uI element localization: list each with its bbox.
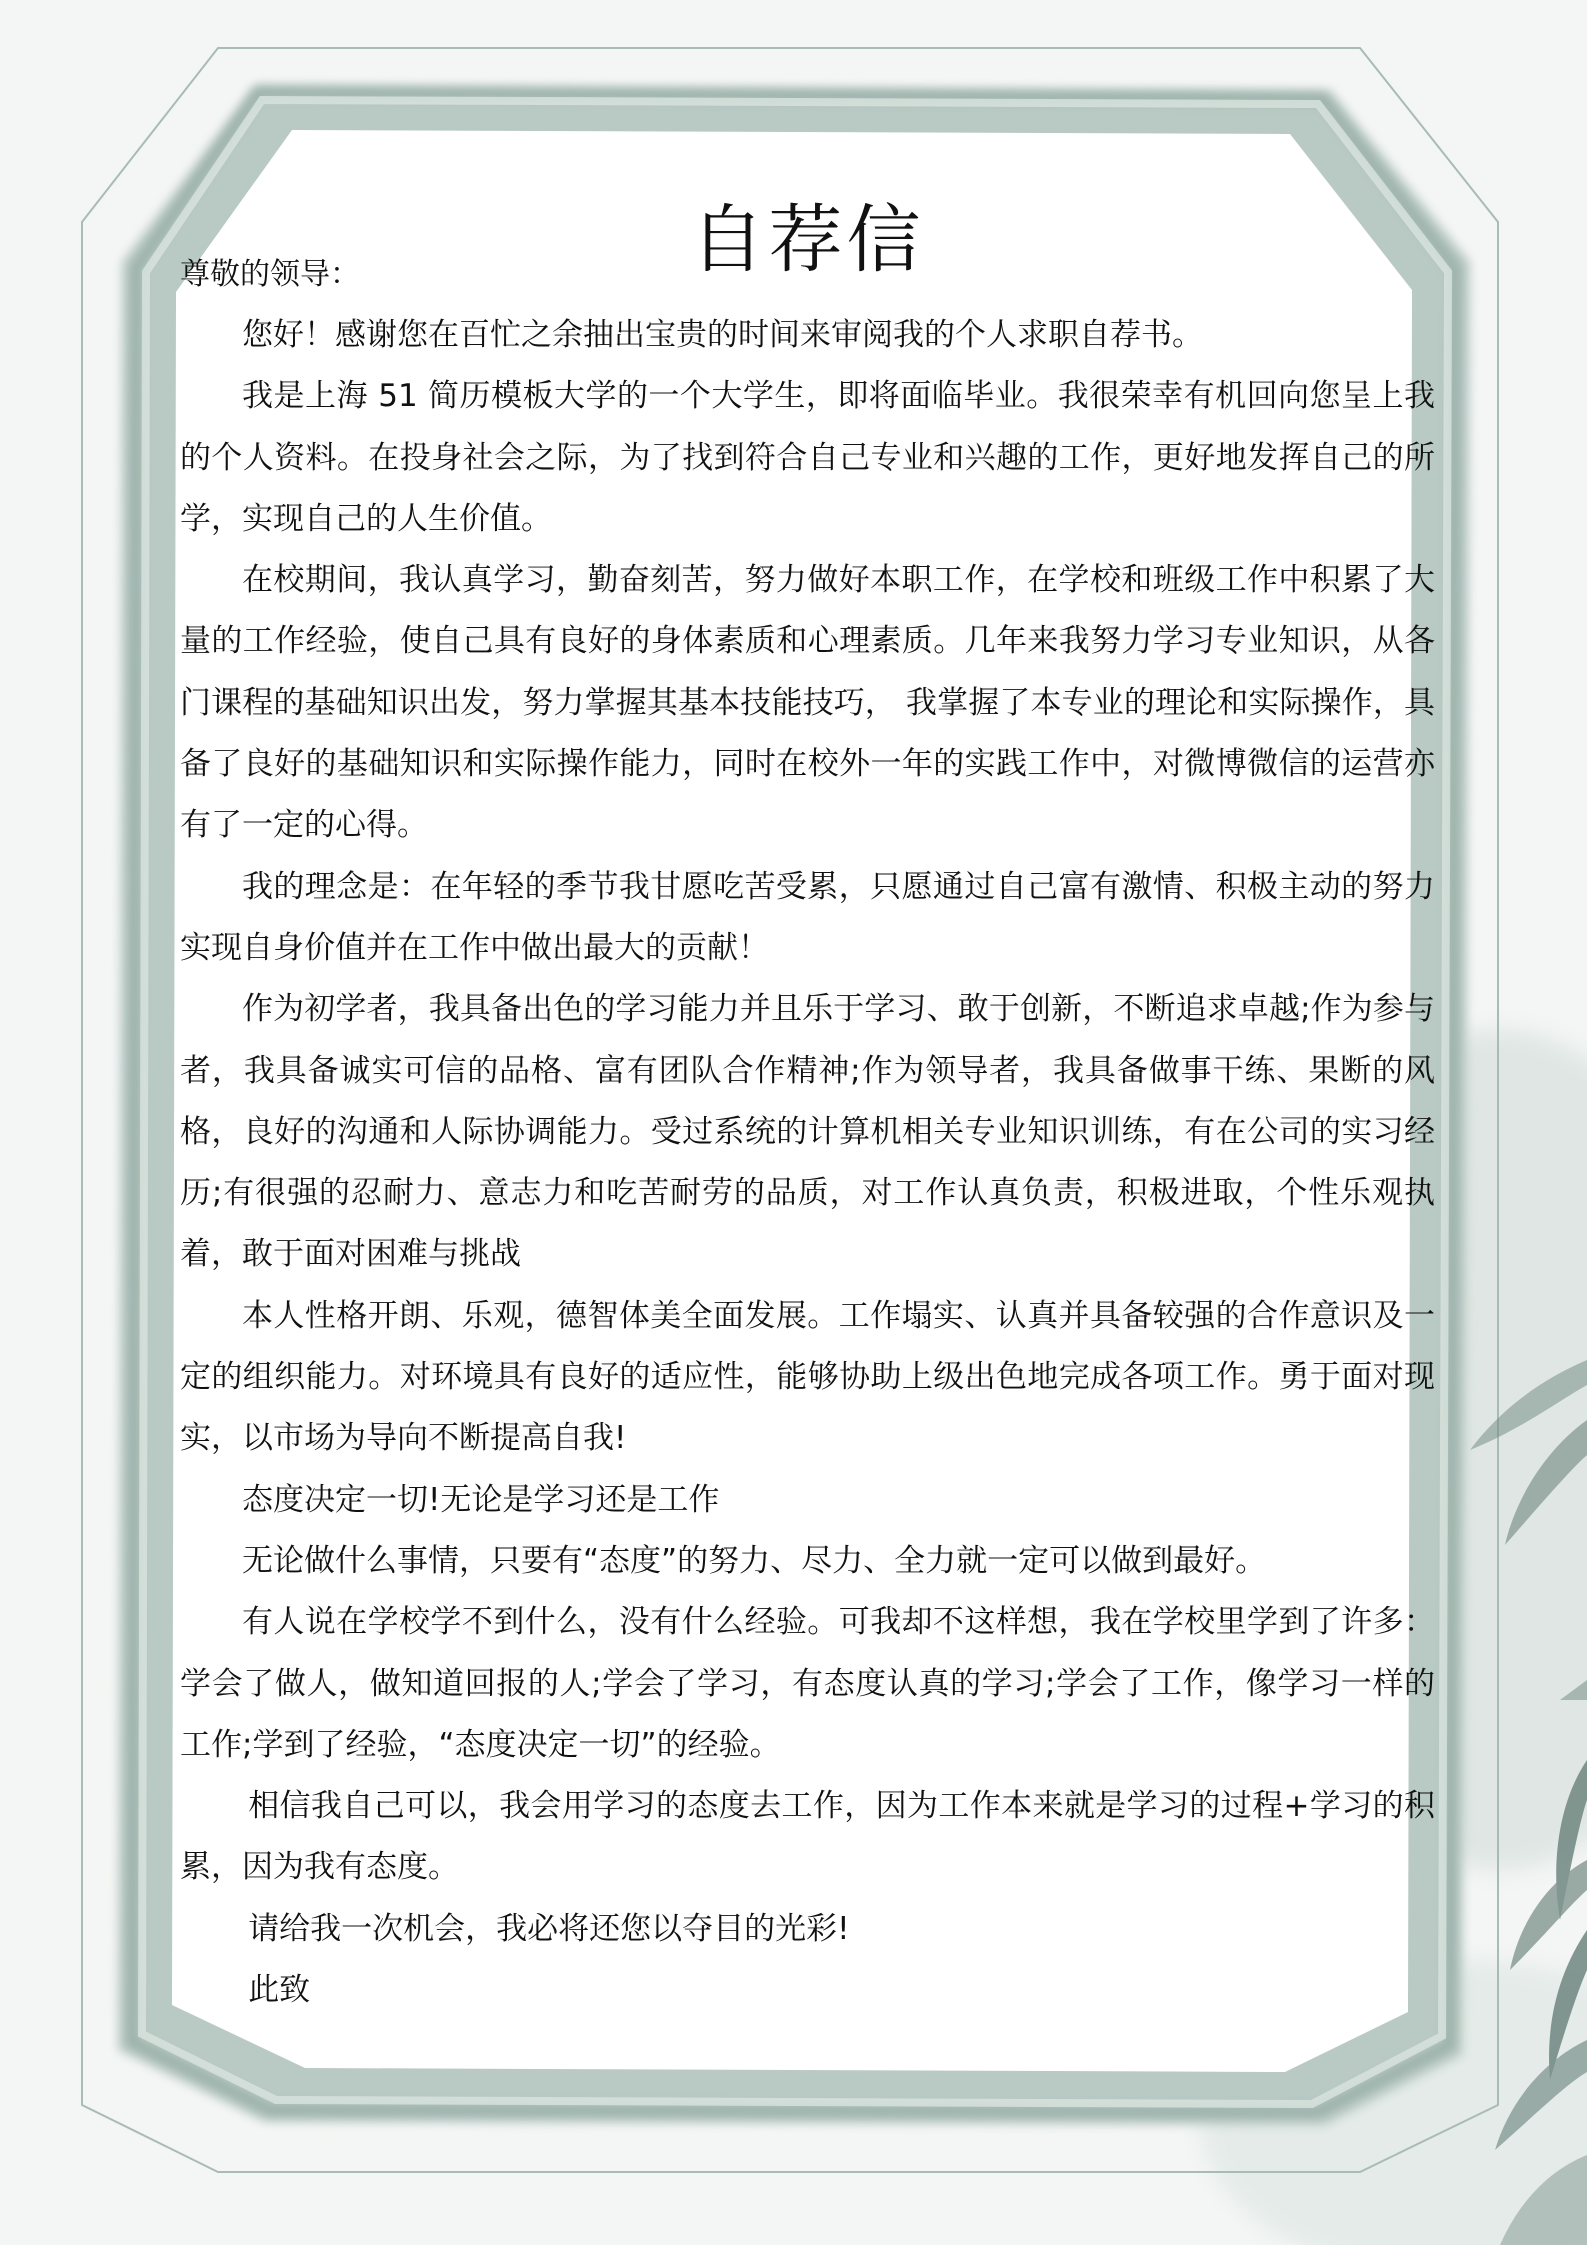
paragraph-personality: 本人性格开朗、乐观，德智体美全面发展。工作塌实、认真并具备较强的合作意识及一定的组织能力。对环境具有良好的适应性，能够协助上级出色地完成各项工作。勇于面对现实，以市场为导向不断提高自我!	[180, 1297, 1435, 1457]
closing: 此致	[248, 1972, 311, 2009]
paragraph-greeting: 您好！感谢您在百忙之余抽出宝贵的时间来审阅我的个人求职自荐书。	[242, 317, 1203, 353]
paragraph-philosophy: 我的理念是：在年轻的季节我甘愿吃苦受累，只愿通过自己富有激情、积极主动的努力实现自身价值并在工作中做出最大的贡献！	[180, 868, 1435, 966]
letter-body	[180, 305, 1435, 2021]
paragraph-introduction: 我是上海 51 简历模板大学的一个大学生，即将面临毕业。我很荣幸有机回向您呈上我的个人资料。在投身社会之际，为了找到符合自己专业和兴趣的工作，更好地发挥自己的所学，实现自己的人生价值。	[180, 378, 1435, 537]
paragraph-learned: 有人说在学校学不到什么，没有什么经验。可我却不这样想，我在学校里学到了许多：学会了做人，做知道回报的人;学会了学习，有态度认真的学习;学会了工作，像学习一样的工作;学到了经验，“态度决定一切”的经验。	[180, 1604, 1435, 1763]
salutation: 尊敬的领导：	[180, 257, 360, 292]
paragraph-confidence: 相信我自己可以，我会用学习的态度去工作，因为工作本来就是学习的过程+学习的积累，因为我有态度。	[180, 1788, 1435, 1886]
paragraph-request: 请给我一次机会，我必将还您以夺目的光彩!	[248, 1910, 850, 1947]
paragraph-abilities: 作为初学者，我具备出色的学习能力并且乐于学习、敢于创新，不断追求卓越;作为参与者，我具备诚实可信的品格、富有团队合作精神;作为领导者，我具备做事干练、果断的风格，良好的沟通和人际协调能力。受过系统的计算机相关专业知识训练，有在公司的实习经历;有很强的忍耐力、意志力和吃苦耐劳的品质，对工作认真负责，积极进取，个性乐观执着，敢于面对困难与挑战	[180, 991, 1435, 1273]
paragraph-school-experience: 在校期间，我认真学习，勤奋刻苦，努力做好本职工作，在学校和班级工作中积累了大量的工作经验，使自己具有良好的身体素质和心理素质。几年来我努力学习专业知识，从各门课程的基础知识出发，努力掌握其基本技能技巧， 我掌握了本专业的理论和实际操作，具备了良好的基础知识和实际操作能力，同时在校外一年的实践工作中，对微博微信的运营亦有了一定的心得。	[180, 562, 1435, 844]
letter-title: 自荐信	[690, 197, 925, 283]
paragraph-attitude: 态度决定一切!无论是学习还是工作	[242, 1481, 720, 1518]
cover-letter	[180, 190, 1435, 2050]
paragraph-effort: 无论做什么事情，只要有“态度”的努力、尽力、全力就一定可以做到最好。	[242, 1542, 1267, 1579]
